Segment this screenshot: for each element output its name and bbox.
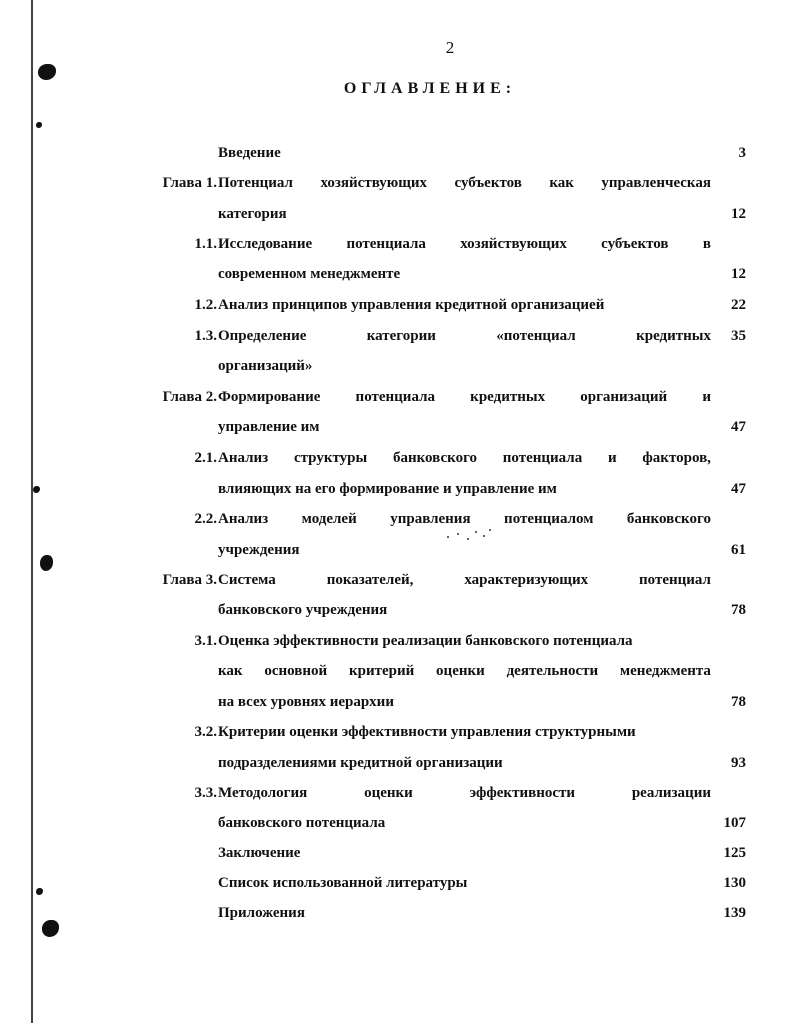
toc-entry-ch3-line1: Система показателей, характеризующих потенциал: [218, 572, 711, 588]
toc-label-s13: 1.3.: [194, 328, 217, 344]
toc-label-ch2: Глава 2.: [162, 389, 217, 405]
toc-entry-s11-line1: Исследование потенциала хозяйствующих субъектов в: [218, 236, 711, 252]
toc-entry-s21-line1: Анализ структуры банковского потенциала и факторов,: [218, 450, 711, 466]
toc-entry-s13-line2: организаций»: [218, 358, 313, 374]
toc-entry-conclusion: Заключение: [218, 845, 301, 861]
toc-entry-ch1-line2: категория: [218, 206, 287, 222]
toc-entry-s21-line2: влияющих на его формирование и управление им: [218, 481, 557, 497]
toc-entry-s22-line2: учреждения: [218, 542, 300, 558]
toc-page-ch2: 47: [731, 419, 746, 435]
toc-page-s11: 12: [731, 266, 746, 282]
ink-blot: [40, 555, 53, 571]
toc-entry-s33-line1: Методология оценки эффективности реализации: [218, 785, 711, 801]
toc-entry-s31-line2: как основной критерий оценки деятельности менеджмента: [218, 663, 711, 679]
ink-blot: [33, 486, 40, 493]
toc-entry-intro: Введение: [218, 145, 281, 161]
toc-page-conclusion: 125: [723, 845, 746, 861]
toc-page-ch1: 12: [731, 206, 746, 222]
ink-blot: [36, 888, 43, 895]
toc-entry-s11-line2: современном менеджменте: [218, 266, 401, 282]
toc-page-references: 130: [723, 875, 746, 891]
toc-title: ОГЛАВЛЕНИЕ:: [343, 80, 517, 97]
toc-entry-s32-line2: подразделениями кредитной организации: [218, 755, 503, 771]
toc-label-s22: 2.2.: [194, 511, 217, 527]
toc-label-s32: 3.2.: [194, 724, 217, 740]
scan-edge-line: [31, 0, 33, 1023]
ink-blot: [36, 122, 42, 128]
toc-label-s21: 2.1.: [194, 450, 217, 466]
ink-blot: [38, 64, 56, 80]
toc-entry-s31-line3: на всех уровнях иерархии: [218, 694, 394, 710]
toc-entry-s13-line1: Определение категории «потенциал кредитных: [218, 328, 711, 344]
toc-page-s31: 78: [731, 694, 746, 710]
toc-label-ch1: Глава 1.: [162, 175, 217, 191]
toc-page-ch3: 78: [731, 602, 746, 618]
toc-page-s32: 93: [731, 755, 746, 771]
toc-label-s11: 1.1.: [194, 236, 217, 252]
toc-page-intro: 3: [738, 145, 746, 161]
toc-label-s33: 3.3.: [194, 785, 217, 801]
toc-entry-ch2-line1: Формирование потенциала кредитных организаций и: [218, 389, 711, 405]
toc-entry-s33-line2: банковского потенциала: [218, 815, 386, 831]
toc-page-appendix: 139: [723, 905, 746, 921]
toc-entry-ch1-line1: Потенциал хозяйствующих субъектов как управленческая: [218, 175, 711, 191]
toc-label-s31: 3.1.: [194, 633, 217, 649]
toc-label-ch3: Глава 3.: [162, 572, 217, 588]
toc-entry-references: Список использованной литературы: [218, 875, 468, 891]
toc-page-s12: 22: [731, 297, 746, 313]
toc-page-s33: 107: [723, 815, 746, 831]
toc-entry-ch3-line2: банковского учреждения: [218, 602, 388, 618]
toc-entry-s32-line1: Критерии оценки эффективности управления структурными: [218, 724, 636, 740]
toc-label-s12: 1.2.: [194, 297, 217, 313]
toc-entry-s12-line1: Анализ принципов управления кредитной организацией: [218, 297, 605, 313]
toc-entry-appendix: Приложения: [218, 905, 305, 921]
ink-blot: [42, 920, 59, 937]
toc-entry-s22-line1: Анализ моделей управления потенциалом банковского: [218, 511, 711, 527]
toc-page-s13: 35: [731, 328, 746, 344]
toc-entry-ch2-line2: управление им: [218, 419, 320, 435]
toc-entry-s31-line1: Оценка эффективности реализации банковского потенциала: [218, 633, 633, 649]
toc-page-s22: 61: [731, 542, 746, 558]
toc-page-s21: 47: [731, 481, 746, 497]
page-number: 2: [445, 38, 455, 57]
